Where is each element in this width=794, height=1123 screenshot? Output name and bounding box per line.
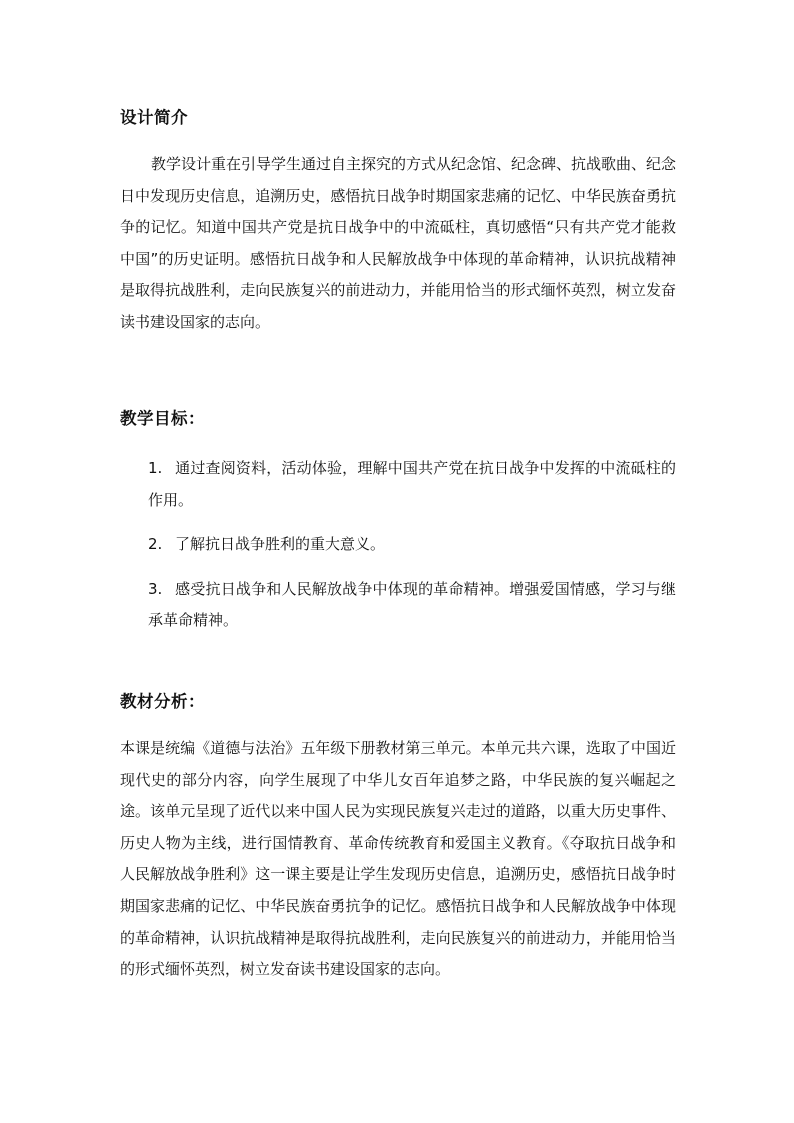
- goal-number: 3.: [148, 579, 163, 598]
- material-analysis-heading: 教材分析：: [120, 692, 205, 711]
- goal-number: 2.: [148, 535, 163, 554]
- goal-item-3: [148, 574, 676, 637]
- teaching-goals-list: [148, 453, 676, 637]
- goal-number: 1.: [148, 459, 163, 477]
- goal-item-1: [148, 453, 676, 516]
- goal-text: 感受抗日战争和人民解放战争中体现的革命精神。增强爱国情感，学习与继承革命精神。: [148, 579, 676, 630]
- design-intro-heading: 设计简介: [120, 108, 188, 127]
- material-analysis-paragraph: 本课是统编《道德与法治》五年级下册教材第三单元。本单元共六课，选取了中国近现代史的部分内容，向学生展现了中华儿女百年追梦之路，中华民族的复兴崛起之途。该单元呈现了近代以来中国人民为实现民族复兴走过的道路，以重大历史事件、历史人物为主线，进行国情教育、革命传统教育和爱国主义教育。《夺取抗日战争和人民解放战争胜利》这一课主要是让学生发现历史信息，追溯历史，感悟抗日战争时期国家悲痛的记忆、中华民族奋勇抗争的记忆。感悟抗日战争和人民解放战争中体现的革命精神，认识抗战精神是取得抗战胜利，走向民族复兴的前进动力，并能用恰当的形式缅怀英烈，树立发奋读书建设国家的志向。: [120, 739, 676, 979]
- goal-text: 通过查阅资料，活动体验，理解中国共产党在抗日战争中发挥的中流砥柱的作用。: [148, 459, 676, 509]
- goal-item-2: [148, 529, 676, 561]
- design-intro-paragraph: 教学设计重在引导学生通过自主探究的方式从纪念馆、纪念碑、抗战歌曲、纪念日中发现历史信息，追溯历史，感悟抗日战争时期国家悲痛的记忆、中华民族奋勇抗争的记忆。知道中国共产党是抗日战争中的中流砥柱，真切感悟“只有共产党才能救中国”的历史证明。感悟抗日战争和人民解放战争中体现的革命精神，认识抗战精神是取得抗战胜利，走向民族复兴的前进动力，并能用恰当的形式缅怀英烈，树立发奋读书建设国家的志向。: [120, 155, 677, 331]
- teaching-goals-heading: 教学目标：: [120, 409, 205, 428]
- goal-text: 了解抗日战争胜利的重大意义。: [175, 535, 386, 554]
